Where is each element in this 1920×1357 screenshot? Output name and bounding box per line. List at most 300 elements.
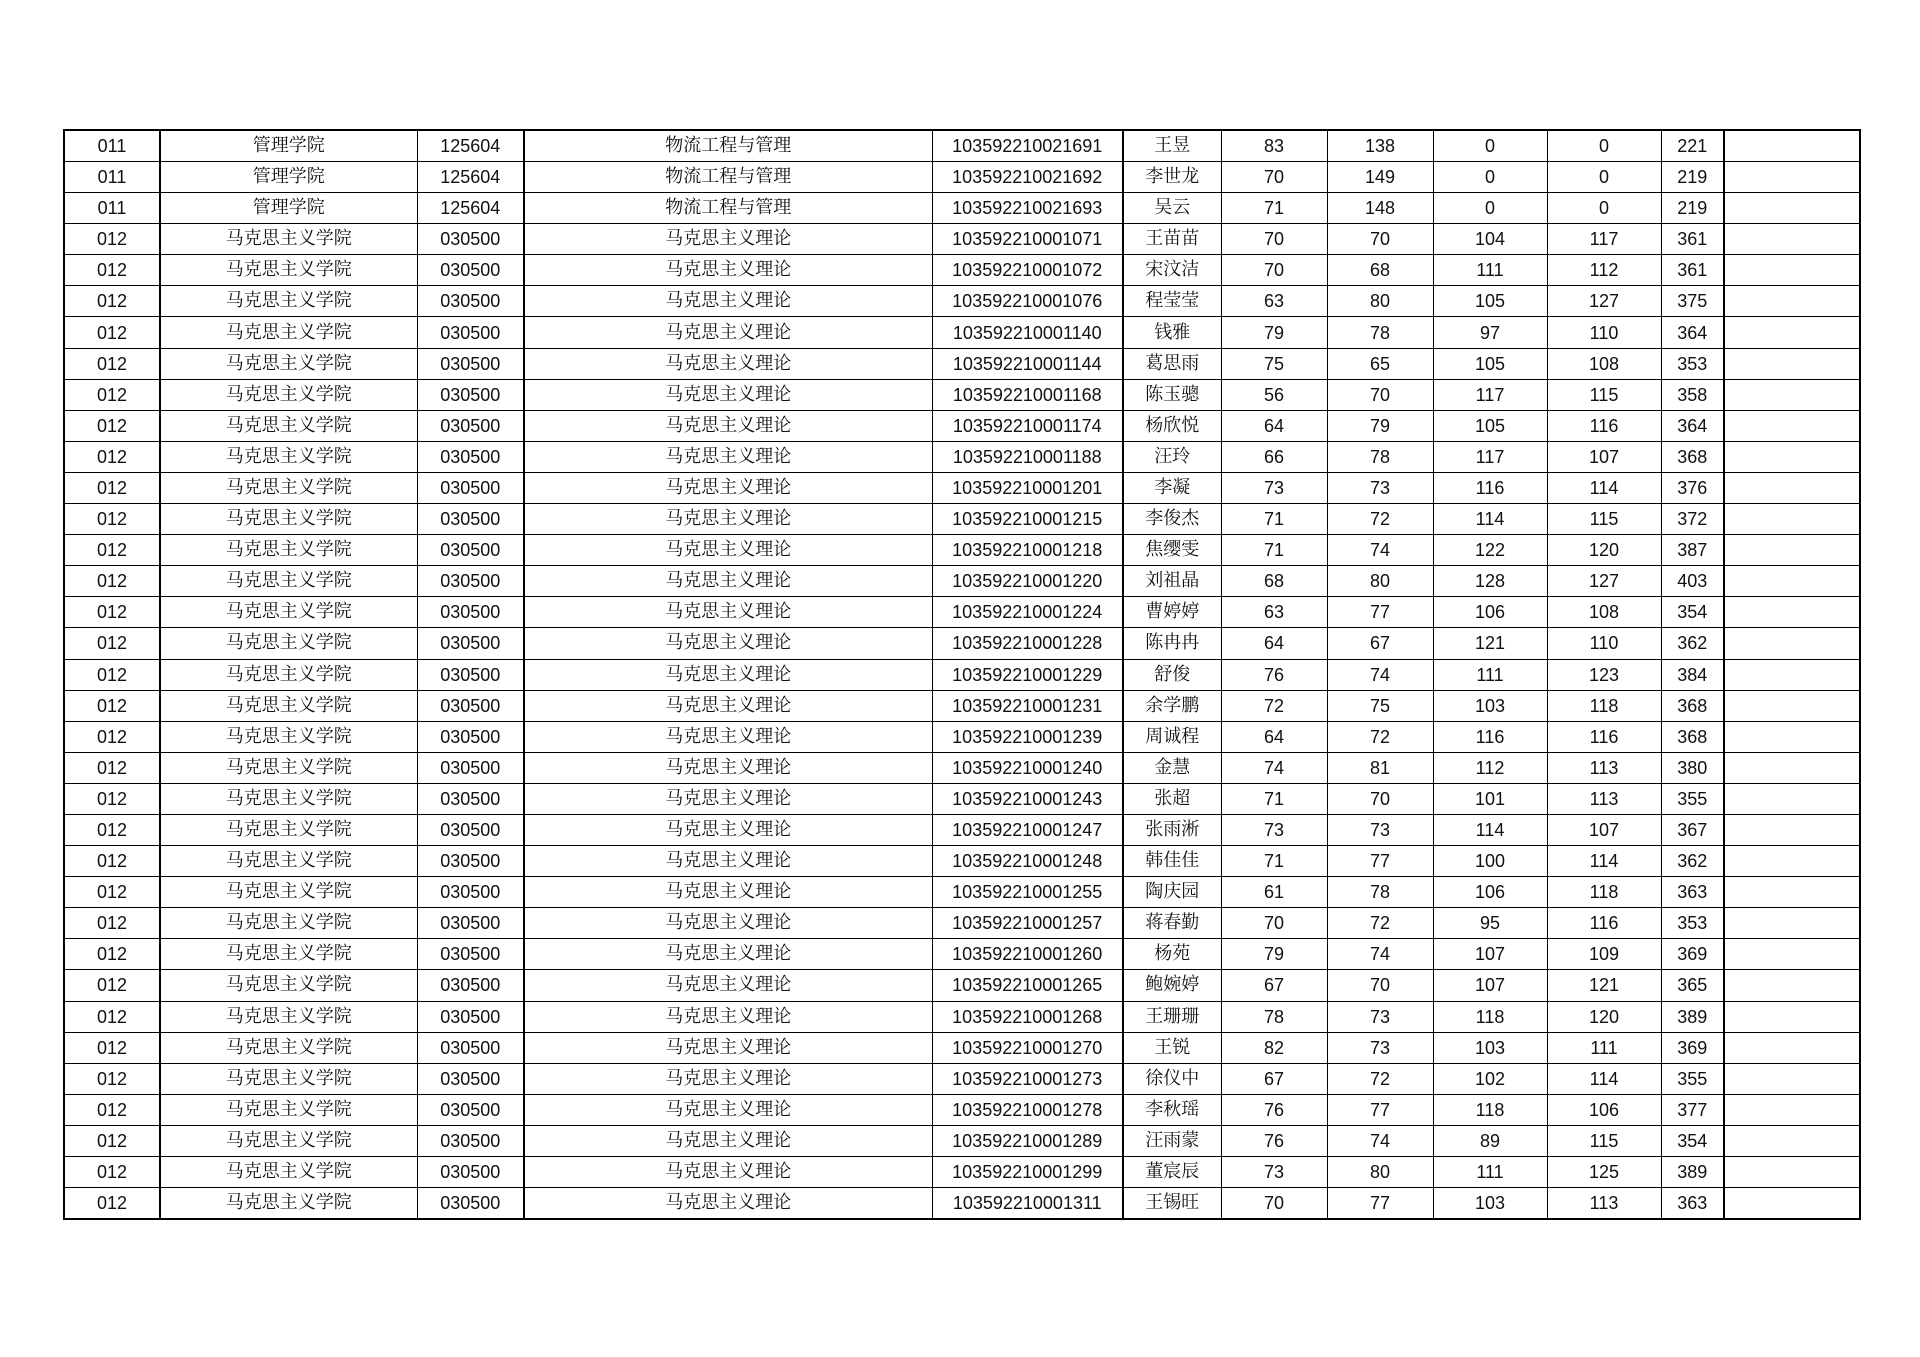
table-row — [64, 317, 1860, 348]
major-name-cell: 马克思主义理论 — [524, 348, 932, 379]
table-row — [64, 1188, 1860, 1220]
subject2-score-cell: 110 — [1547, 628, 1661, 659]
candidate-name-cell: 王锡旺 — [1123, 1188, 1221, 1220]
major-code-cell: 125604 — [417, 130, 524, 162]
subject2-score-cell: 109 — [1547, 939, 1661, 970]
total-score-cell: 353 — [1661, 348, 1724, 379]
college-code-cell: 012 — [64, 752, 160, 783]
major-name-cell: 马克思主义理论 — [524, 690, 932, 721]
major-code-cell: 030500 — [417, 783, 524, 814]
remark-cell — [1724, 877, 1860, 908]
college-name-cell: 马克思主义学院 — [160, 721, 417, 752]
table-row — [64, 597, 1860, 628]
candidate-id-cell: 103592210001224 — [932, 597, 1123, 628]
subject2-score-cell: 0 — [1547, 193, 1661, 224]
subject1-score-cell: 103 — [1433, 1188, 1547, 1220]
table-row — [64, 162, 1860, 193]
subject1-score-cell: 112 — [1433, 752, 1547, 783]
total-score-cell: 354 — [1661, 1125, 1724, 1156]
candidate-name-cell: 张超 — [1123, 783, 1221, 814]
remark-cell — [1724, 970, 1860, 1001]
candidate-name-cell: 陶庆园 — [1123, 877, 1221, 908]
remark-cell — [1724, 130, 1860, 162]
major-name-cell: 马克思主义理论 — [524, 472, 932, 503]
total-score-cell: 389 — [1661, 1001, 1724, 1032]
college-name-cell: 马克思主义学院 — [160, 1188, 417, 1220]
college-name-cell: 马克思主义学院 — [160, 783, 417, 814]
candidate-name-cell: 程莹莹 — [1123, 286, 1221, 317]
candidate-name-cell: 王珊珊 — [1123, 1001, 1221, 1032]
major-code-cell: 030500 — [417, 659, 524, 690]
college-code-cell: 012 — [64, 379, 160, 410]
college-code-cell: 011 — [64, 162, 160, 193]
subject1-score-cell: 101 — [1433, 783, 1547, 814]
remark-cell — [1724, 379, 1860, 410]
college-name-cell: 马克思主义学院 — [160, 970, 417, 1001]
major-code-cell: 030500 — [417, 224, 524, 255]
foreign-language-score-cell: 138 — [1327, 130, 1433, 162]
politics-score-cell: 70 — [1221, 224, 1327, 255]
college-code-cell: 012 — [64, 224, 160, 255]
candidate-id-cell: 103592210001076 — [932, 286, 1123, 317]
college-name-cell: 马克思主义学院 — [160, 939, 417, 970]
table-row — [64, 348, 1860, 379]
subject1-score-cell: 89 — [1433, 1125, 1547, 1156]
major-name-cell: 马克思主义理论 — [524, 441, 932, 472]
subject1-score-cell: 117 — [1433, 441, 1547, 472]
college-code-cell: 012 — [64, 877, 160, 908]
college-name-cell: 马克思主义学院 — [160, 504, 417, 535]
foreign-language-score-cell: 78 — [1327, 441, 1433, 472]
table-row — [64, 721, 1860, 752]
subject2-score-cell: 112 — [1547, 255, 1661, 286]
subject2-score-cell: 113 — [1547, 752, 1661, 783]
subject2-score-cell: 116 — [1547, 908, 1661, 939]
college-code-cell: 012 — [64, 566, 160, 597]
candidate-id-cell: 103592210001299 — [932, 1157, 1123, 1188]
major-code-cell: 030500 — [417, 504, 524, 535]
politics-score-cell: 70 — [1221, 1188, 1327, 1220]
total-score-cell: 363 — [1661, 877, 1724, 908]
college-name-cell: 管理学院 — [160, 193, 417, 224]
foreign-language-score-cell: 72 — [1327, 721, 1433, 752]
subject1-score-cell: 107 — [1433, 939, 1547, 970]
major-name-cell: 马克思主义理论 — [524, 504, 932, 535]
major-name-cell: 马克思主义理论 — [524, 877, 932, 908]
foreign-language-score-cell: 72 — [1327, 908, 1433, 939]
college-code-cell: 012 — [64, 1063, 160, 1094]
college-name-cell: 马克思主义学院 — [160, 1094, 417, 1125]
table-row — [64, 130, 1860, 162]
candidate-name-cell: 杨苑 — [1123, 939, 1221, 970]
major-code-cell: 030500 — [417, 970, 524, 1001]
candidate-name-cell: 陈玉骢 — [1123, 379, 1221, 410]
college-code-cell: 012 — [64, 1001, 160, 1032]
foreign-language-score-cell: 70 — [1327, 970, 1433, 1001]
foreign-language-score-cell: 80 — [1327, 286, 1433, 317]
candidate-id-cell: 103592210001239 — [932, 721, 1123, 752]
candidate-id-cell: 103592210001228 — [932, 628, 1123, 659]
major-name-cell: 马克思主义理论 — [524, 846, 932, 877]
total-score-cell: 387 — [1661, 535, 1724, 566]
politics-score-cell: 63 — [1221, 597, 1327, 628]
college-name-cell: 马克思主义学院 — [160, 1125, 417, 1156]
politics-score-cell: 72 — [1221, 690, 1327, 721]
remark-cell — [1724, 441, 1860, 472]
subject1-score-cell: 106 — [1433, 597, 1547, 628]
major-code-cell: 030500 — [417, 472, 524, 503]
major-code-cell: 030500 — [417, 628, 524, 659]
college-name-cell: 马克思主义学院 — [160, 317, 417, 348]
major-name-cell: 马克思主义理论 — [524, 814, 932, 845]
table-row — [64, 628, 1860, 659]
major-name-cell: 物流工程与管理 — [524, 162, 932, 193]
politics-score-cell: 66 — [1221, 441, 1327, 472]
major-code-cell: 030500 — [417, 939, 524, 970]
total-score-cell: 355 — [1661, 1063, 1724, 1094]
college-code-cell: 012 — [64, 721, 160, 752]
college-code-cell: 012 — [64, 659, 160, 690]
college-code-cell: 012 — [64, 1157, 160, 1188]
subject1-score-cell: 114 — [1433, 814, 1547, 845]
politics-score-cell: 70 — [1221, 908, 1327, 939]
major-name-cell: 马克思主义理论 — [524, 597, 932, 628]
subject2-score-cell: 107 — [1547, 814, 1661, 845]
candidate-name-cell: 吴云 — [1123, 193, 1221, 224]
remark-cell — [1724, 348, 1860, 379]
major-code-cell: 030500 — [417, 1188, 524, 1220]
total-score-cell: 368 — [1661, 721, 1724, 752]
candidate-name-cell: 王锐 — [1123, 1032, 1221, 1063]
total-score-cell: 353 — [1661, 908, 1724, 939]
table-row — [64, 224, 1860, 255]
subject2-score-cell: 115 — [1547, 1125, 1661, 1156]
major-name-cell: 马克思主义理论 — [524, 970, 932, 1001]
foreign-language-score-cell: 78 — [1327, 877, 1433, 908]
college-code-cell: 012 — [64, 317, 160, 348]
remark-cell — [1724, 1094, 1860, 1125]
subject2-score-cell: 118 — [1547, 690, 1661, 721]
candidate-id-cell: 103592210001255 — [932, 877, 1123, 908]
table-row — [64, 535, 1860, 566]
major-name-cell: 马克思主义理论 — [524, 1188, 932, 1220]
major-code-cell: 030500 — [417, 846, 524, 877]
major-name-cell: 马克思主义理论 — [524, 721, 932, 752]
candidate-name-cell: 葛思雨 — [1123, 348, 1221, 379]
major-name-cell: 马克思主义理论 — [524, 1125, 932, 1156]
politics-score-cell: 67 — [1221, 1063, 1327, 1094]
major-name-cell: 马克思主义理论 — [524, 566, 932, 597]
remark-cell — [1724, 1157, 1860, 1188]
politics-score-cell: 70 — [1221, 162, 1327, 193]
table-row — [64, 566, 1860, 597]
politics-score-cell: 78 — [1221, 1001, 1327, 1032]
candidate-id-cell: 103592210001072 — [932, 255, 1123, 286]
subject1-score-cell: 0 — [1433, 162, 1547, 193]
remark-cell — [1724, 162, 1860, 193]
foreign-language-score-cell: 70 — [1327, 379, 1433, 410]
candidate-id-cell: 103592210001265 — [932, 970, 1123, 1001]
table-row — [64, 286, 1860, 317]
subject1-score-cell: 111 — [1433, 1157, 1547, 1188]
table-row — [64, 1001, 1860, 1032]
foreign-language-score-cell: 70 — [1327, 783, 1433, 814]
politics-score-cell: 79 — [1221, 317, 1327, 348]
politics-score-cell: 79 — [1221, 939, 1327, 970]
politics-score-cell: 64 — [1221, 721, 1327, 752]
college-name-cell: 管理学院 — [160, 130, 417, 162]
college-name-cell: 马克思主义学院 — [160, 441, 417, 472]
major-code-cell: 030500 — [417, 566, 524, 597]
politics-score-cell: 61 — [1221, 877, 1327, 908]
candidate-id-cell: 103592210001273 — [932, 1063, 1123, 1094]
major-name-cell: 马克思主义理论 — [524, 286, 932, 317]
college-code-cell: 012 — [64, 846, 160, 877]
total-score-cell: 219 — [1661, 193, 1724, 224]
major-name-cell: 马克思主义理论 — [524, 1157, 932, 1188]
total-score-cell: 389 — [1661, 1157, 1724, 1188]
candidate-id-cell: 103592210001218 — [932, 535, 1123, 566]
foreign-language-score-cell: 77 — [1327, 1094, 1433, 1125]
total-score-cell: 372 — [1661, 504, 1724, 535]
candidate-id-cell: 103592210001240 — [932, 752, 1123, 783]
college-code-cell: 012 — [64, 690, 160, 721]
college-name-cell: 马克思主义学院 — [160, 908, 417, 939]
foreign-language-score-cell: 77 — [1327, 846, 1433, 877]
candidate-id-cell: 103592210001201 — [932, 472, 1123, 503]
remark-cell — [1724, 908, 1860, 939]
table-row — [64, 690, 1860, 721]
foreign-language-score-cell: 65 — [1327, 348, 1433, 379]
foreign-language-score-cell: 148 — [1327, 193, 1433, 224]
politics-score-cell: 70 — [1221, 255, 1327, 286]
politics-score-cell: 67 — [1221, 970, 1327, 1001]
college-name-cell: 马克思主义学院 — [160, 1157, 417, 1188]
candidate-id-cell: 103592210021692 — [932, 162, 1123, 193]
politics-score-cell: 73 — [1221, 472, 1327, 503]
subject1-score-cell: 111 — [1433, 255, 1547, 286]
college-code-cell: 012 — [64, 504, 160, 535]
remark-cell — [1724, 1032, 1860, 1063]
politics-score-cell: 71 — [1221, 846, 1327, 877]
table-row — [64, 814, 1860, 845]
politics-score-cell: 63 — [1221, 286, 1327, 317]
major-name-cell: 马克思主义理论 — [524, 1001, 932, 1032]
subject2-score-cell: 117 — [1547, 224, 1661, 255]
politics-score-cell: 76 — [1221, 1094, 1327, 1125]
table-row — [64, 472, 1860, 503]
major-code-cell: 030500 — [417, 286, 524, 317]
remark-cell — [1724, 659, 1860, 690]
total-score-cell: 355 — [1661, 783, 1724, 814]
foreign-language-score-cell: 80 — [1327, 1157, 1433, 1188]
college-name-cell: 马克思主义学院 — [160, 1063, 417, 1094]
major-name-cell: 马克思主义理论 — [524, 939, 932, 970]
subject1-score-cell: 107 — [1433, 970, 1547, 1001]
major-code-cell: 030500 — [417, 814, 524, 845]
subject1-score-cell: 128 — [1433, 566, 1547, 597]
college-name-cell: 马克思主义学院 — [160, 348, 417, 379]
major-name-cell: 马克思主义理论 — [524, 1094, 932, 1125]
subject2-score-cell: 121 — [1547, 970, 1661, 1001]
foreign-language-score-cell: 73 — [1327, 1032, 1433, 1063]
total-score-cell: 376 — [1661, 472, 1724, 503]
major-code-cell: 030500 — [417, 1094, 524, 1125]
total-score-cell: 368 — [1661, 441, 1724, 472]
foreign-language-score-cell: 74 — [1327, 939, 1433, 970]
table-row — [64, 504, 1860, 535]
major-code-cell: 030500 — [417, 1157, 524, 1188]
college-name-cell: 管理学院 — [160, 162, 417, 193]
remark-cell — [1724, 255, 1860, 286]
candidate-id-cell: 103592210021693 — [932, 193, 1123, 224]
table-row — [64, 410, 1860, 441]
college-code-cell: 012 — [64, 908, 160, 939]
subject1-score-cell: 118 — [1433, 1094, 1547, 1125]
politics-score-cell: 56 — [1221, 379, 1327, 410]
subject1-score-cell: 105 — [1433, 286, 1547, 317]
college-name-cell: 马克思主义学院 — [160, 379, 417, 410]
college-code-cell: 012 — [64, 814, 160, 845]
foreign-language-score-cell: 75 — [1327, 690, 1433, 721]
college-name-cell: 马克思主义学院 — [160, 472, 417, 503]
subject2-score-cell: 108 — [1547, 348, 1661, 379]
foreign-language-score-cell: 74 — [1327, 535, 1433, 566]
major-code-cell: 030500 — [417, 690, 524, 721]
major-name-cell: 马克思主义理论 — [524, 628, 932, 659]
major-code-cell: 030500 — [417, 441, 524, 472]
major-name-cell: 马克思主义理论 — [524, 659, 932, 690]
candidate-id-cell: 103592210001260 — [932, 939, 1123, 970]
candidate-id-cell: 103592210001140 — [932, 317, 1123, 348]
politics-score-cell: 71 — [1221, 193, 1327, 224]
politics-score-cell: 71 — [1221, 535, 1327, 566]
subject2-score-cell: 116 — [1547, 721, 1661, 752]
remark-cell — [1724, 504, 1860, 535]
remark-cell — [1724, 690, 1860, 721]
subject1-score-cell: 95 — [1433, 908, 1547, 939]
college-code-cell: 012 — [64, 1032, 160, 1063]
major-code-cell: 030500 — [417, 255, 524, 286]
major-name-cell: 马克思主义理论 — [524, 317, 932, 348]
major-name-cell: 马克思主义理论 — [524, 410, 932, 441]
candidate-id-cell: 103592210001278 — [932, 1094, 1123, 1125]
subject1-score-cell: 121 — [1433, 628, 1547, 659]
college-code-cell: 011 — [64, 193, 160, 224]
subject2-score-cell: 115 — [1547, 379, 1661, 410]
subject2-score-cell: 107 — [1547, 441, 1661, 472]
college-code-cell: 012 — [64, 1094, 160, 1125]
total-score-cell: 361 — [1661, 224, 1724, 255]
total-score-cell: 380 — [1661, 752, 1724, 783]
major-code-cell: 030500 — [417, 1063, 524, 1094]
candidate-name-cell: 周诚程 — [1123, 721, 1221, 752]
subject1-score-cell: 0 — [1433, 193, 1547, 224]
subject2-score-cell: 125 — [1547, 1157, 1661, 1188]
candidate-name-cell: 余学鹏 — [1123, 690, 1221, 721]
subject2-score-cell: 113 — [1547, 1188, 1661, 1220]
foreign-language-score-cell: 68 — [1327, 255, 1433, 286]
subject2-score-cell: 111 — [1547, 1032, 1661, 1063]
remark-cell — [1724, 193, 1860, 224]
major-name-cell: 马克思主义理论 — [524, 752, 932, 783]
college-name-cell: 马克思主义学院 — [160, 752, 417, 783]
table-row — [64, 659, 1860, 690]
major-code-cell: 030500 — [417, 721, 524, 752]
subject1-score-cell: 114 — [1433, 504, 1547, 535]
college-name-cell: 马克思主义学院 — [160, 597, 417, 628]
politics-score-cell: 71 — [1221, 783, 1327, 814]
remark-cell — [1724, 317, 1860, 348]
subject1-score-cell: 103 — [1433, 690, 1547, 721]
subject2-score-cell: 110 — [1547, 317, 1661, 348]
subject2-score-cell: 123 — [1547, 659, 1661, 690]
foreign-language-score-cell: 74 — [1327, 659, 1433, 690]
subject2-score-cell: 115 — [1547, 504, 1661, 535]
total-score-cell: 364 — [1661, 317, 1724, 348]
candidate-id-cell: 103592210001231 — [932, 690, 1123, 721]
total-score-cell: 369 — [1661, 1032, 1724, 1063]
major-code-cell: 030500 — [417, 752, 524, 783]
candidate-name-cell: 焦缨雯 — [1123, 535, 1221, 566]
college-name-cell: 马克思主义学院 — [160, 846, 417, 877]
candidate-id-cell: 103592210001268 — [932, 1001, 1123, 1032]
total-score-cell: 221 — [1661, 130, 1724, 162]
remark-cell — [1724, 566, 1860, 597]
candidate-name-cell: 王苗苗 — [1123, 224, 1221, 255]
major-code-cell: 030500 — [417, 410, 524, 441]
subject2-score-cell: 114 — [1547, 472, 1661, 503]
college-code-cell: 012 — [64, 939, 160, 970]
candidate-name-cell: 王昱 — [1123, 130, 1221, 162]
total-score-cell: 219 — [1661, 162, 1724, 193]
remark-cell — [1724, 814, 1860, 845]
subject1-score-cell: 0 — [1433, 130, 1547, 162]
remark-cell — [1724, 1001, 1860, 1032]
subject2-score-cell: 127 — [1547, 286, 1661, 317]
subject1-score-cell: 122 — [1433, 535, 1547, 566]
candidate-id-cell: 103592210001144 — [932, 348, 1123, 379]
politics-score-cell: 82 — [1221, 1032, 1327, 1063]
major-code-cell: 030500 — [417, 1032, 524, 1063]
subject2-score-cell: 0 — [1547, 130, 1661, 162]
table-row — [64, 441, 1860, 472]
foreign-language-score-cell: 73 — [1327, 1001, 1433, 1032]
college-name-cell: 马克思主义学院 — [160, 535, 417, 566]
table-row — [64, 939, 1860, 970]
subject1-score-cell: 97 — [1433, 317, 1547, 348]
major-code-cell: 030500 — [417, 1125, 524, 1156]
total-score-cell: 384 — [1661, 659, 1724, 690]
college-code-cell: 012 — [64, 255, 160, 286]
college-name-cell: 马克思主义学院 — [160, 566, 417, 597]
table-row — [64, 1063, 1860, 1094]
remark-cell — [1724, 1188, 1860, 1220]
candidate-id-cell: 103592210001270 — [932, 1032, 1123, 1063]
candidate-name-cell: 杨欣悦 — [1123, 410, 1221, 441]
college-name-cell: 马克思主义学院 — [160, 814, 417, 845]
college-code-cell: 012 — [64, 441, 160, 472]
table-row — [64, 752, 1860, 783]
candidate-name-cell: 徐仪中 — [1123, 1063, 1221, 1094]
subject2-score-cell: 118 — [1547, 877, 1661, 908]
candidate-id-cell: 103592210001220 — [932, 566, 1123, 597]
politics-score-cell: 71 — [1221, 504, 1327, 535]
candidate-name-cell: 董宸辰 — [1123, 1157, 1221, 1188]
politics-score-cell: 64 — [1221, 410, 1327, 441]
candidate-name-cell: 李秋瑶 — [1123, 1094, 1221, 1125]
candidate-name-cell: 韩佳佳 — [1123, 846, 1221, 877]
